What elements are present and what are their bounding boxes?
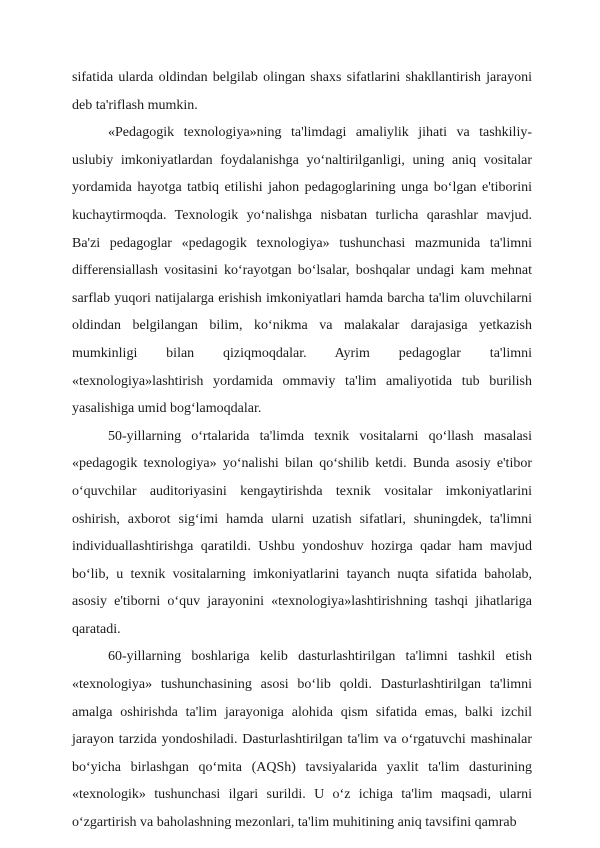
paragraph-1950s: 50-yillarning o‘rtalarida ta'limda texnik vositalarni qo‘llash masalasi «pedagogik texnologiya» yo‘nalishi bilan qo‘shilib ketdi. Bunda asosiy e'tibor o‘quvchilar auditoriyasini kengaytirishda texnik vositalar imkoniyatlarini oshirish, axborot sig‘imi hamda ularni uzatish sifatlari, shuningdek, ta'limni individuallashtirishga qaratildi. Ushbu yondoshuv hozirga qadar ham mavjud bo‘lib, u texnik vositalarning imkoniyatlarini tayanch nuqta sifatida baholab, asosiy e'tiborni o‘quv jarayonini «texnologiya»lashtirishning tashqi jihatlariga qaratadi. <box>72 428 532 637</box>
body-text <box>72 64 532 837</box>
paragraph-pedagogical-technology: «Pedagogik texnologiya»ning ta'limdagi amaliylik jihati va tashkiliy-uslubiy imkoniyatlardan foydalanishga yo‘naltirilganligi, uning aniq vositalar yordamida hayotga tatbiq etilishi jahon pedagoglarining unga bo‘lgan e'tiborini kuchaytirmoqda. Texnologik yo‘nalishga nisbatan turlicha qarashlar mavjud. Ba'zi pedagoglar «pedagogik texnologiya» tushunchasi mazmunida ta'limni differensiallash vositasini ko‘rayotgan bo‘lsalar, boshqalar undagi kam mehnat sarflab yuqori natijalarga erishish imkoniyatlari hamda barcha ta'lim oluvchilarni oldindan belgilangan bilim, ko‘nikma va malakalar darajasiga yetkazish mumkinligi bilan qiziqmoqdalar. Ayrim pedagoglar ta'limni «texnologiya»lashtirish yordamida ommaviy ta'lim amaliyotida tub burilish yasalishiga umid bog‘lamoqdalar. <box>72 125 532 417</box>
paragraph-continuation: sifatida ularda oldindan belgilab olingan shaxs sifatlarini shakllantirish jarayoni deb ta'riflash mumkin. <box>72 70 532 113</box>
paragraph-1960s: 60-yillarning boshlariga kelib dasturlashtirilgan ta'limni tashkil etish «texnologiya» tushunchasining asosi bo‘lib qoldi. Dasturlashtirilgan ta'limni amalga oshirishda ta'lim jarayoniga alohida qism sifatida emas, balki izchil jarayon tarzida yondoshiladi. Dasturlashtirilgan ta'lim va o‘rgatuvchi mashinalar bo‘yicha birlashgan qo‘mita (AQSh) tavsiyalarida yaxlit ta'lim dasturining «texnologik» tushunchasi ilgari surildi. U o‘z ichiga ta'lim maqsadi, ularni o‘zgartirish va baholashning mezonlari, ta'lim muhitining aniq tavsifini qamrab <box>72 649 532 831</box>
